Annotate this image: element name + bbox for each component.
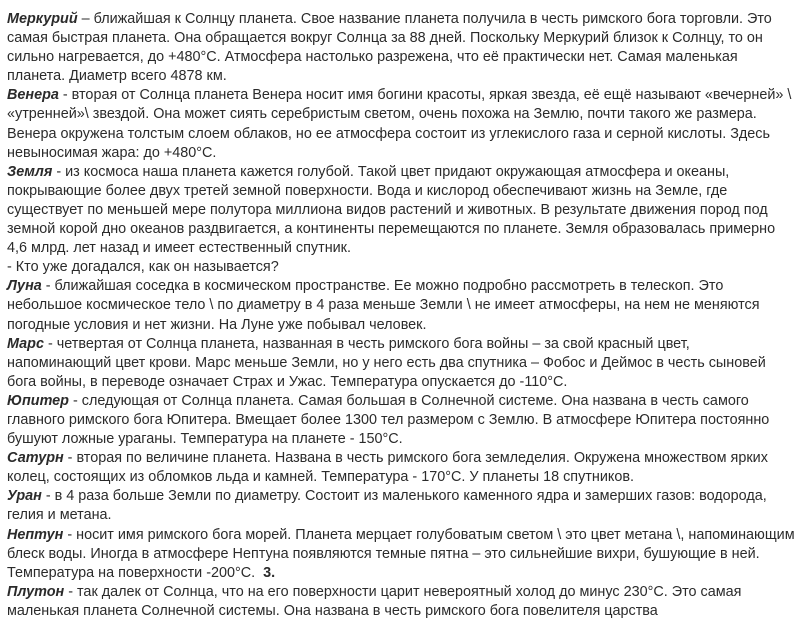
planets-document	[7, 10, 797, 621]
term-mercury: Меркурий	[7, 11, 78, 27]
section-number: 3.	[263, 564, 276, 581]
paragraph-neptune	[7, 526, 797, 583]
paragraph-earth	[7, 163, 797, 258]
text-uranus: - в 4 раза больше Земли по диаметру. Состоит из маленького каменного ядра и замерших газов: водорода, гелия и метана.	[7, 488, 767, 524]
paragraph-venus	[7, 86, 797, 162]
term-venus: Венера	[7, 87, 59, 104]
term-saturn: Сатурн	[7, 450, 64, 467]
paragraph-uranus	[7, 487, 797, 525]
text-mercury: – ближайшая к Солнцу планета. Свое название планета получила в честь римского бога торговли. Это самая быстрая планета. Она обращается вокруг Солнца за 88 дней. Поскольку Меркурий близок к Солнцу, то он сильно нагревается, до +480°С. Атмосфера настолько разрежена, что её практически нет. Самая маленькая планета. Диаметр всего 4878 км.	[7, 11, 772, 85]
term-moon: Луна	[7, 278, 42, 295]
paragraph-mars	[7, 335, 797, 392]
text-question: - Кто уже догадался, как он называется?	[7, 259, 279, 276]
text-neptune: - носит имя римского бога морей. Планета мерцает голубоватым светом \ это цвет метана \, напоминающим блеск воды. Иногда в атмосфере Нептуна появляются темные пятна – это сильнейшие вихри, бушующие в ней. Температура на поверхности -200°С.	[7, 526, 795, 581]
text-mars: - четвертая от Солнца планета, названная в честь римского бога войны – за свой красный цвет, напоминающий цвет крови. Марс меньше Земли, но у него есть два спутника – Фобос и Деймос в честь сыновей бога войны, в переводе означает Страх и Ужас. Температура опускается до -110°С.	[7, 335, 766, 390]
term-pluto: Плутон	[7, 583, 65, 600]
term-earth: Земля	[7, 163, 53, 180]
term-neptune: Нептун	[7, 526, 64, 543]
text-jupiter: - следующая от Солнца планета. Самая большая в Солнечной системе. Она названа в честь самого главного римского бога Юпитера. Вмещает более 1300 тел размером с Землю. В атмосфере Юпитера постоянно бушуют ложные ураганы. Температура на планете - 150°С.	[7, 392, 770, 448]
paragraph-moon	[7, 277, 797, 334]
paragraph-mercury	[7, 10, 797, 86]
paragraph-question	[7, 258, 797, 277]
text-pluto: - так далек от Солнца, что на его поверхности царит невероятный холод до минус 230°С. Это самая маленькая планета Солнечной системы. Она названа в честь римского бога повелителя царства	[7, 583, 742, 619]
paragraph-saturn	[7, 449, 797, 487]
term-mars: Марс	[7, 335, 44, 352]
text-saturn: - вторая по величине планета. Названа в честь римского бога земледелия. Окружена множеством ярких колец, состоящих из обломков льда и камней. Температура - 170°С. У планеты 18 спутников.	[7, 450, 768, 486]
paragraph-jupiter	[7, 392, 797, 449]
text-moon: - ближайшая соседка в космическом пространстве. Ее можно подробно рассмотреть в телескоп. Это небольшое космическое тело \ по диаметру в 4 раза меньше Земли \ не имеет атмосферы, на нем не меняются погодные условия и нет жизни. На Луне уже побывал человек.	[7, 278, 760, 333]
term-jupiter: Юпитер	[7, 392, 69, 409]
paragraph-pluto	[7, 583, 797, 621]
text-venus: - вторая от Солнца планета Венера носит имя богини красоты, яркая звезда, её ещё называют «вечерней» \ «утренней»\ звездой. Она может сиять серебристым светом, очень похожа на Землю, почти такого же размера. Венера окружена толстым слоем облаков, но ее атмосфера состоит из углекислого газа и серной кислоты. Здесь невыносимая жара: до +480°С.	[7, 87, 792, 161]
text-earth: - из космоса наша планета кажется голубой. Такой цвет придают окружающая атмосфера и океаны, покрывающие более двух третей земной поверхности. Вода и кислород обеспечивают жизнь на Земле, где существует по меньшей мере полутора миллиона видов растений и животных. В результате движения пород под земной корой дно океанов раздвигается, а континенты перемещаются по планете. Земля образовалась примерно 4,6 млрд. лет назад и имеет естественный спутник.	[7, 163, 776, 257]
term-uranus: Уран	[7, 488, 42, 505]
